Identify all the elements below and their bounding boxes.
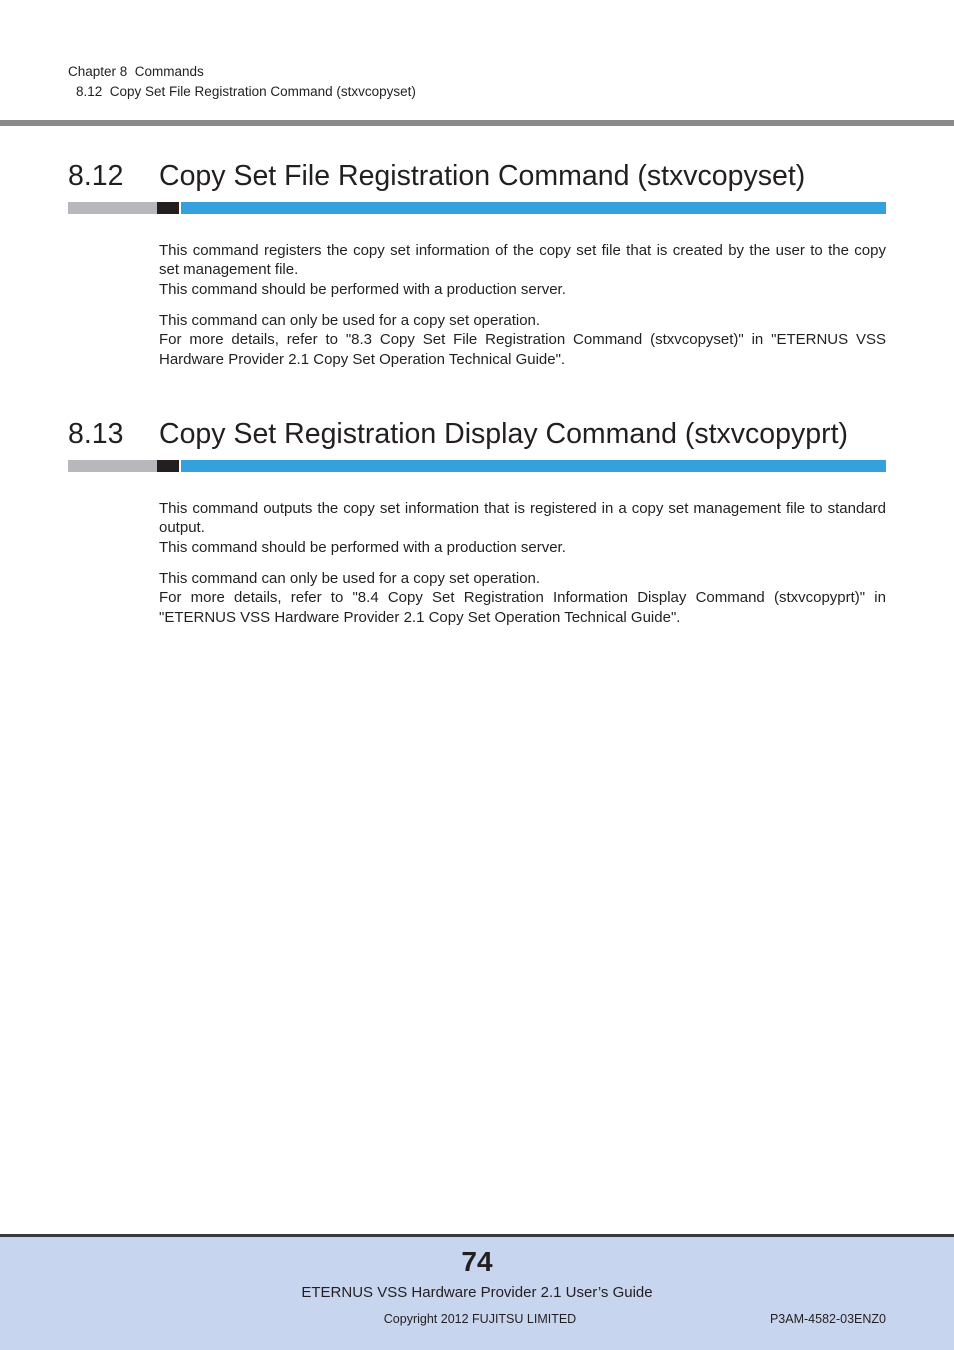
section-number: 8.13 xyxy=(68,418,124,450)
section-heading-8-13 xyxy=(68,417,848,451)
section-number: 8.12 xyxy=(68,160,124,192)
section-paragraph xyxy=(159,241,886,299)
paragraph-line: For more details, refer to "8.3 Copy Set File Registration Command (stxvcopyset)" in "ETERNUS VSS Hardware Provider 2.1 Copy Set Operation Technical Guide". xyxy=(159,331,886,368)
section-rule xyxy=(68,460,886,472)
section-paragraph xyxy=(159,499,886,557)
guide-title: ETERNUS VSS Hardware Provider 2.1 User’s Guide xyxy=(301,1284,653,1301)
page-footer xyxy=(0,1234,954,1350)
document-number: P3AM-4582-03ENZ0 xyxy=(769,1312,886,1326)
running-header-section: 8.12 Copy Set File Registration Command (stxvcopyset) xyxy=(76,84,416,99)
paragraph-line: This command should be performed with a production server. xyxy=(159,538,566,556)
paragraph-line: This command can only be used for a copy set operation. xyxy=(159,312,541,329)
paragraph-line: This command outputs the copy set information that is registered in a copy set management file to standard output. xyxy=(159,500,886,537)
paragraph-line: This command registers the copy set information of the copy set file that is created by the user to the copy set management file. xyxy=(159,242,886,279)
section-rule xyxy=(68,202,886,214)
paragraph-line: This command should be performed with a production server. xyxy=(159,280,566,298)
paragraph-line: For more details, refer to "8.4 Copy Set Registration Information Display Command (stxvcopyprt)" in "ETERNUS VSS Hardware Provider 2.1 Copy Set Operation Technical Guide". xyxy=(159,589,886,626)
header-divider xyxy=(0,120,954,126)
section-heading-8-12 xyxy=(68,159,805,193)
section-title: Copy Set Registration Display Command (stxvcopyprt) xyxy=(159,418,848,450)
section-paragraph xyxy=(159,311,886,369)
paragraph-line: This command can only be used for a copy set operation. xyxy=(159,570,541,587)
section-title: Copy Set File Registration Command (stxvcopyset) xyxy=(159,160,806,192)
running-header-chapter: Chapter 8 Commands xyxy=(68,64,204,79)
section-paragraph xyxy=(159,569,886,627)
page-number: 74 xyxy=(461,1246,493,1277)
copyright: Copyright 2012 FUJITSU LIMITED xyxy=(383,1312,577,1326)
